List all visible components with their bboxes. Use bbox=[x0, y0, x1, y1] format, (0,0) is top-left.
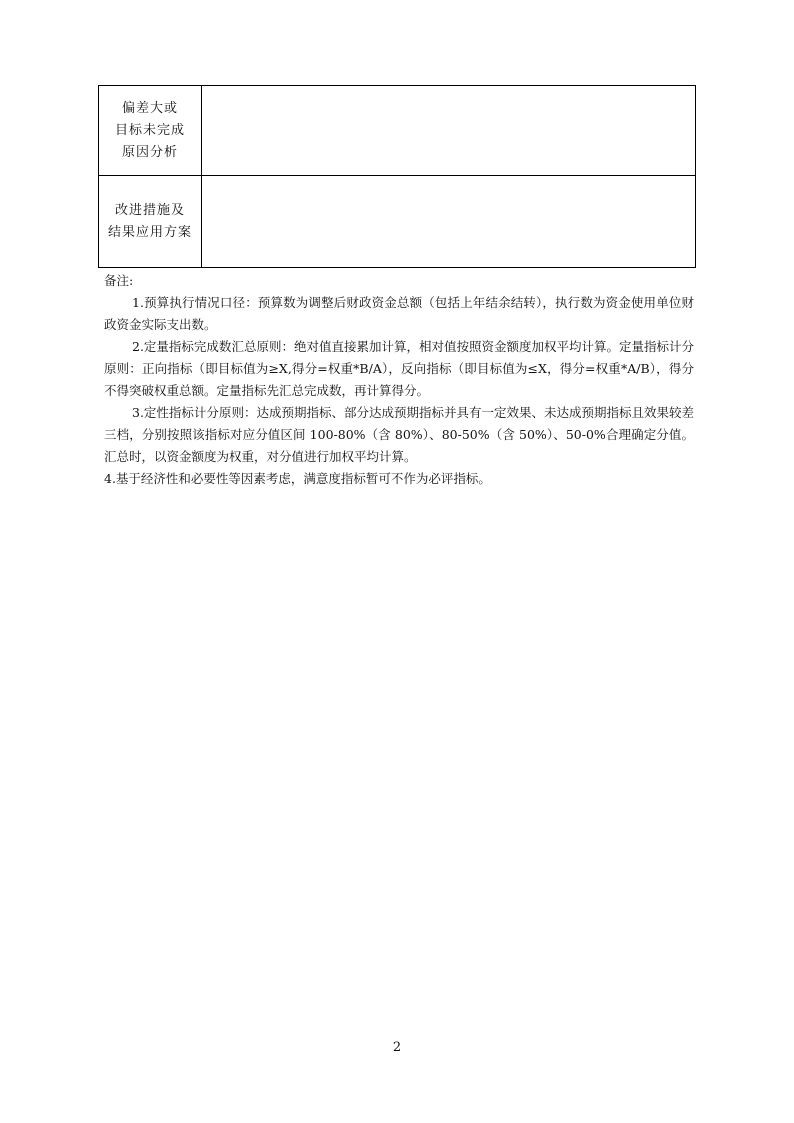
notes-heading: 备注: bbox=[104, 273, 134, 288]
table-row-improvement-plan bbox=[99, 176, 696, 268]
label-line: 原因分析 bbox=[121, 144, 178, 160]
notes-section bbox=[104, 270, 694, 490]
note-item-1: 1.预算执行情况口径：预算数为调整后财政资金总额（包括上年结余结转），执行数为资金使用单位财政资金实际支出数。 bbox=[104, 295, 694, 332]
label-line: 偏差大或 bbox=[121, 100, 178, 116]
improvement-plan-content bbox=[202, 176, 696, 268]
label-line: 目标未完成 bbox=[114, 122, 185, 138]
label-line: 改进措施及 bbox=[114, 202, 185, 218]
deviation-analysis-label bbox=[99, 86, 202, 176]
evaluation-table bbox=[98, 85, 696, 268]
note-item-4: 4.基于经济性和必要性等因素考虑，满意度指标暂可不作为必评指标。 bbox=[104, 471, 491, 486]
table-row-deviation-analysis bbox=[99, 86, 696, 176]
deviation-analysis-content bbox=[202, 86, 696, 176]
page-number: 2 bbox=[392, 1040, 402, 1055]
note-item-2: 2.定量指标完成数汇总原则：绝对值直接累加计算，相对值按照资金额度加权平均计算。定量指标计分原则：正向指标（即目标值为≥X,得分=权重*B/A），反向指标（即目标值为≤X，得分=权重*A/B），得分不得突破权重总额。定量指标先汇总完成数，再计算得分。 bbox=[104, 339, 694, 398]
note-item-3: 3.定性指标计分原则：达成预期指标、部分达成预期指标并具有一定效果、未达成预期指标且效果较差三档，分别按照该指标对应分值区间 100-80%（含 80%）、80-50%（含 50%）、50-0%合理确定分值。汇总时，以资金额度为权重，对分值进行加权平均计算。 bbox=[104, 405, 694, 464]
label-line: 结果应用方案 bbox=[107, 224, 192, 240]
improvement-plan-label bbox=[99, 176, 202, 268]
